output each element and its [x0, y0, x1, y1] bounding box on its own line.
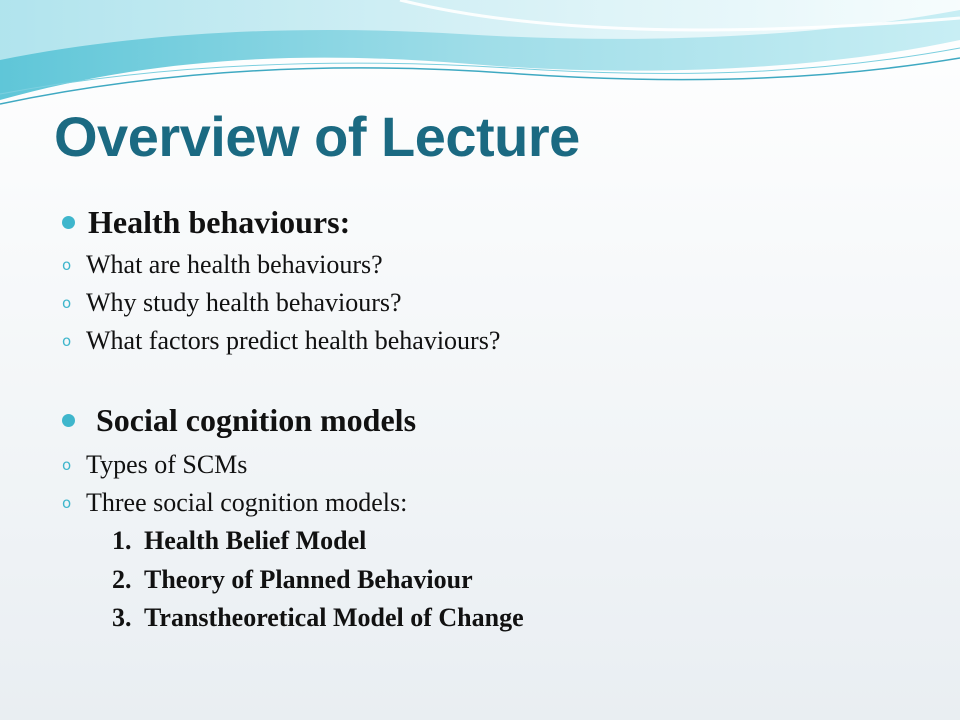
list-item [62, 288, 402, 318]
item-text: Health Belief Model [144, 526, 367, 555]
numbered-item-transtheoretical-model [112, 603, 524, 633]
list-item [62, 250, 383, 280]
section-heading-text: Health behaviours: [88, 204, 351, 240]
hollow-circle-bullet-icon: o [62, 332, 72, 350]
header-wave-decoration [0, 0, 960, 120]
item-number: 3. [112, 603, 132, 632]
slide-title: Overview of Lecture [54, 105, 580, 168]
list-item-text: Why study health behaviours? [86, 288, 402, 317]
list-item [62, 450, 247, 480]
filled-circle-bullet-icon [62, 414, 75, 427]
hollow-circle-bullet-icon: o [62, 494, 72, 512]
list-item-text: Three social cognition models: [86, 488, 408, 517]
list-item [62, 488, 407, 518]
item-text: Transtheoretical Model of Change [144, 603, 524, 632]
item-number: 2. [112, 565, 132, 594]
list-item-text: Types of SCMs [86, 450, 248, 479]
list-item-text: What are health behaviours? [86, 250, 383, 279]
hollow-circle-bullet-icon: o [62, 456, 72, 474]
numbered-item-health-belief-model [112, 526, 366, 556]
list-item-text: What factors predict health behaviours? [86, 326, 501, 355]
hollow-circle-bullet-icon: o [62, 256, 72, 274]
item-number: 1. [112, 526, 132, 555]
item-text: Theory of Planned Behaviour [144, 565, 473, 594]
section-heading-social-cognition-models [62, 402, 416, 439]
numbered-item-theory-of-planned-behaviour [112, 565, 473, 595]
list-item [62, 326, 500, 356]
section-heading-health-behaviours [62, 204, 350, 241]
section-heading-text: Social cognition models [88, 402, 417, 438]
hollow-circle-bullet-icon: o [62, 294, 72, 312]
filled-circle-bullet-icon [62, 216, 75, 229]
